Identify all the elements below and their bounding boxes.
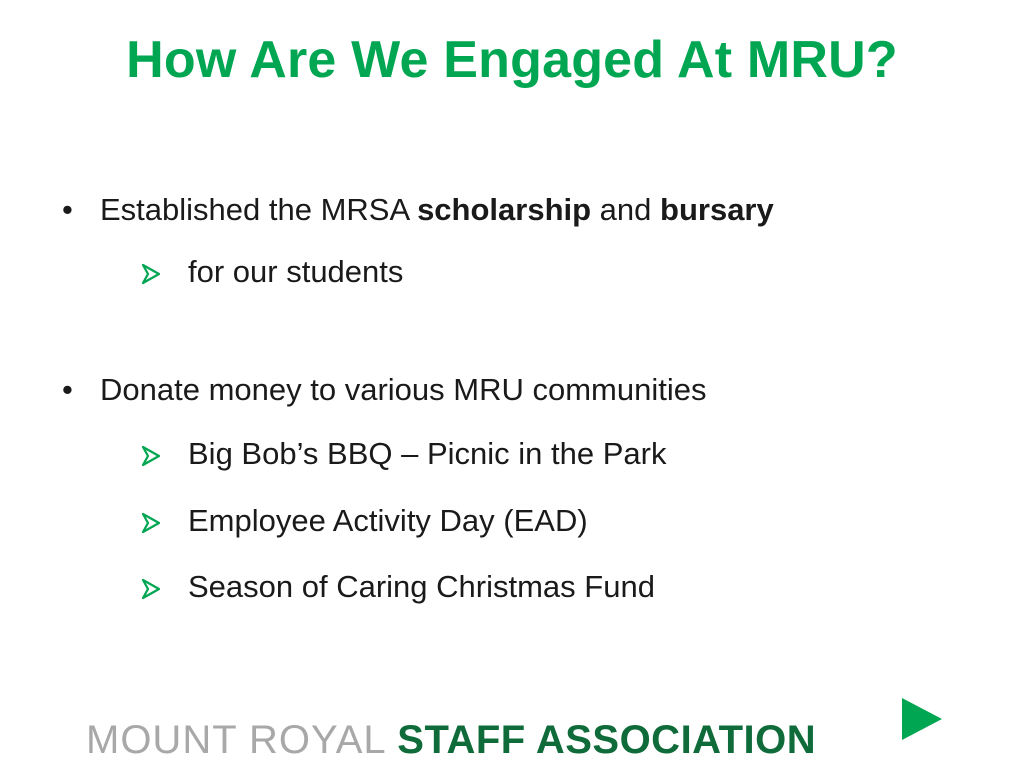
logo-text-mount-royal: MOUNT ROYAL xyxy=(86,718,398,762)
slide-title: How Are We Engaged At MRU? xyxy=(126,31,898,89)
arrow-bullet-icon xyxy=(140,578,188,600)
logo-text-staff-association: STAFF ASSOCIATION xyxy=(397,718,817,762)
bullet-text: Established the MRSA xyxy=(100,192,418,227)
play-arrow-icon xyxy=(900,696,944,742)
bullet-dot: • xyxy=(62,372,73,407)
sub-item-text: Employee Activity Day (EAD) xyxy=(188,503,588,538)
bullet-dot: • xyxy=(62,192,73,227)
arrow-bullet-icon xyxy=(140,445,188,467)
sub-item xyxy=(140,501,588,541)
sub-item-text: for our students xyxy=(188,254,404,289)
arrow-bullet-icon xyxy=(140,263,188,285)
bullet-text-bold: scholarship xyxy=(417,192,592,227)
sub-item-text: Big Bob’s BBQ – Picnic in the Park xyxy=(188,436,667,471)
bullet-item-scholarship xyxy=(62,190,774,230)
bullet-text-bold: bursary xyxy=(660,192,774,227)
bullet-text: and xyxy=(591,192,661,227)
bullet-text: Donate money to various MRU communities xyxy=(100,372,707,407)
staff-association-logo xyxy=(86,718,816,762)
arrow-bullet-icon xyxy=(140,512,188,534)
sub-item xyxy=(140,252,403,292)
sub-item xyxy=(140,567,655,607)
bullet-item-donate xyxy=(62,370,706,410)
sub-item xyxy=(140,434,666,474)
sub-item-text: Season of Caring Christmas Fund xyxy=(188,569,655,604)
